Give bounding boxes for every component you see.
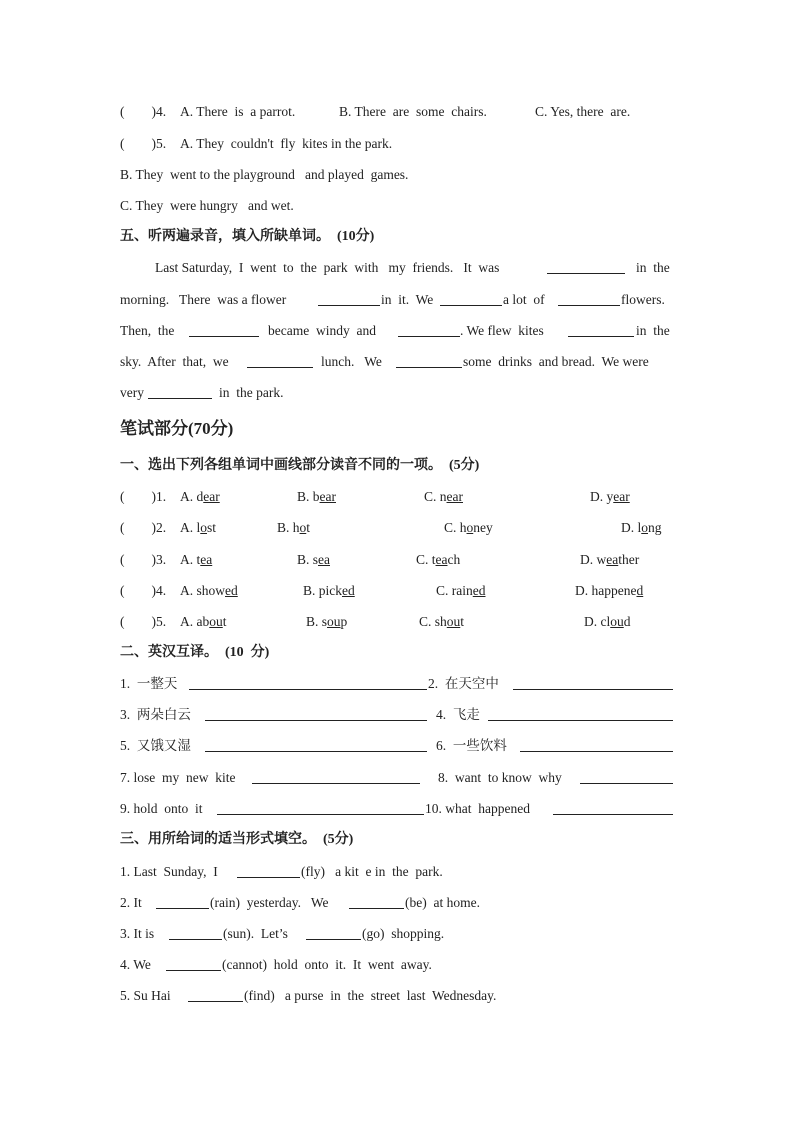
option-text: st — [207, 520, 217, 535]
answer-blank[interactable] — [396, 354, 462, 368]
question-number: ( )5. — [120, 136, 167, 151]
translation-item: 2. 在天空中 — [428, 676, 499, 691]
translation-item: 8. want to know why — [438, 770, 562, 785]
underlined-letters: d — [636, 583, 644, 598]
option-text: ch — [447, 552, 461, 567]
option-b: B. They went to the playground and played games. — [120, 167, 409, 182]
translation-item: 4. 飞走 — [436, 707, 480, 722]
option-text: C. rain — [436, 583, 473, 598]
translation-item: 5. 又饿又湿 — [120, 738, 191, 753]
option-c: C. They were hungry and wet. — [120, 198, 294, 213]
option-text: D. happene — [575, 583, 637, 598]
answer-blank[interactable] — [148, 385, 212, 399]
passage-text: in the park. — [219, 385, 284, 400]
fill-text: (find) a purse in the street last Wednesday. — [244, 988, 497, 1003]
passage-text: lunch. We — [321, 354, 382, 369]
translation-item: 9. hold onto it — [120, 801, 203, 816]
option-text: B. pick — [303, 583, 342, 598]
option-d — [584, 613, 631, 631]
fill-text: (cannot) hold onto it. It went away. — [222, 957, 432, 972]
answer-blank[interactable] — [349, 895, 404, 909]
option-b — [297, 551, 330, 569]
answer-blank[interactable] — [488, 707, 673, 721]
section-title: 一、选出下列各组单词中画线部分读音不同的一项。 (5分) — [120, 458, 480, 473]
option-d — [580, 551, 639, 569]
option-d — [590, 488, 630, 506]
option-d — [575, 582, 643, 600]
underlined-letters: ear — [319, 489, 336, 504]
fill-text: 4. We — [120, 957, 151, 972]
answer-blank[interactable] — [318, 292, 380, 306]
passage-text: very — [120, 385, 144, 400]
option-c — [444, 519, 493, 537]
underlined-letters: ou — [327, 614, 341, 629]
option-c: C. Yes, there are. — [535, 104, 631, 119]
option-text: A. show — [180, 583, 226, 598]
option-text: C. h — [444, 520, 467, 535]
answer-blank[interactable] — [217, 801, 424, 815]
option-d — [621, 519, 662, 537]
passage-text: . We flew kites — [460, 323, 544, 338]
option-text: B. s — [297, 552, 319, 567]
underlined-letters: ea — [318, 552, 330, 567]
translation-item: 10. what happened — [425, 801, 530, 816]
answer-blank[interactable] — [553, 801, 673, 815]
answer-blank[interactable] — [580, 770, 673, 784]
passage-text: Then, the — [120, 323, 175, 338]
option-text: C. sh — [419, 614, 447, 629]
fill-text: (be) at home. — [405, 895, 480, 910]
answer-blank[interactable] — [520, 738, 673, 752]
answer-blank[interactable] — [568, 323, 634, 337]
option-a — [180, 488, 220, 506]
answer-blank[interactable] — [252, 770, 420, 784]
underlined-letters: ea — [435, 552, 448, 567]
option-a — [180, 582, 238, 600]
option-text: C. t — [416, 552, 436, 567]
underlined-letters: ou — [610, 614, 624, 629]
answer-blank[interactable] — [189, 323, 259, 337]
answer-blank[interactable] — [237, 864, 300, 878]
fill-text: (sun). Let’s — [223, 926, 288, 941]
option-text: B. b — [297, 489, 320, 504]
underlined-letters: ed — [225, 583, 238, 598]
fill-text: (rain) yesterday. We — [210, 895, 329, 910]
fill-text: (fly) a kit e in the park. — [301, 864, 443, 879]
option-b: B. There are some chairs. — [339, 104, 487, 119]
passage-text: flowers. — [621, 292, 665, 307]
option-c — [416, 551, 460, 569]
option-a: A. There is a parrot. — [180, 104, 296, 119]
passage-text: sky. After that, we — [120, 354, 229, 369]
passage-text: became windy and — [268, 323, 376, 338]
option-b — [303, 582, 355, 600]
translation-item: 6. 一些饮料 — [436, 738, 507, 753]
section-title: 五、听两遍录音，填入所缺单词。 (10分) — [120, 229, 375, 244]
underlined-letters: ou — [209, 614, 223, 629]
passage-text: in the — [636, 323, 670, 338]
section-title: 二、英汉互译。 (10 分) — [120, 645, 270, 660]
option-text: D. cl — [584, 614, 611, 629]
underlined-letters: o — [200, 520, 207, 535]
option-a — [180, 613, 227, 631]
option-b — [297, 488, 336, 506]
underlined-letters: ear — [613, 489, 630, 504]
underlined-letters: o — [641, 520, 648, 535]
translation-item: 7. lose my new kite — [120, 770, 236, 785]
option-a: A. They couldn't fly kites in the park. — [180, 136, 393, 151]
answer-blank[interactable] — [205, 738, 427, 752]
underlined-letters: o — [299, 520, 307, 535]
passage-text: a lot of — [503, 292, 545, 307]
question-number: ( )5. — [120, 614, 167, 629]
underlined-letters: ed — [342, 583, 355, 598]
question-number: ( )2. — [120, 520, 167, 535]
answer-blank[interactable] — [306, 926, 361, 940]
option-text: ng — [648, 520, 662, 535]
option-text: A. d — [180, 489, 204, 504]
option-text: A. ab — [180, 614, 210, 629]
part-title: 笔试部分(70分) — [120, 419, 234, 438]
question-number: ( )3. — [120, 552, 167, 567]
fill-text: 3. It is — [120, 926, 155, 941]
option-a — [180, 519, 216, 537]
underlined-letters: ed — [472, 583, 486, 598]
option-c — [436, 582, 486, 600]
underlined-letters: ea — [200, 552, 213, 567]
answer-blank[interactable] — [166, 957, 221, 971]
passage-text: in it. We — [381, 292, 434, 307]
underlined-letters: o — [466, 520, 474, 535]
option-text: C. n — [424, 489, 447, 504]
option-b — [306, 613, 347, 631]
answer-blank[interactable] — [398, 323, 460, 337]
option-text: ney — [473, 520, 493, 535]
passage-text: in the — [636, 260, 670, 275]
answer-blank[interactable] — [189, 676, 427, 690]
answer-blank[interactable] — [247, 354, 313, 368]
option-text: t — [222, 614, 227, 629]
answer-blank[interactable] — [440, 292, 502, 306]
option-text: D. w — [580, 552, 607, 567]
answer-blank[interactable] — [558, 292, 620, 306]
passage-text: morning. There was a flower — [120, 292, 287, 307]
option-text: t — [460, 614, 465, 629]
question-number: ( )4. — [120, 104, 167, 119]
answer-blank[interactable] — [205, 707, 427, 721]
option-text: A. t — [180, 552, 201, 567]
option-text: B. h — [277, 520, 300, 535]
option-text: p — [340, 614, 348, 629]
fill-text: 1. Last Sunday, I — [120, 864, 218, 879]
answer-blank[interactable] — [547, 260, 625, 274]
option-text: t — [306, 520, 311, 535]
fill-text: 5. Su Hai — [120, 988, 171, 1003]
answer-blank[interactable] — [513, 676, 673, 690]
option-c — [419, 613, 464, 631]
translation-item: 1. 一整天 — [120, 676, 178, 691]
question-number: ( )1. — [120, 489, 167, 504]
underlined-letters: ear — [203, 489, 220, 504]
underlined-letters: ou — [446, 614, 461, 629]
fill-text: (go) shopping. — [362, 926, 445, 941]
option-text: D. y — [590, 489, 614, 504]
question-number: ( )4. — [120, 583, 167, 598]
answer-blank[interactable] — [156, 895, 209, 909]
underlined-letters: ear — [446, 489, 463, 504]
passage-text: Last Saturday, I went to the park with my friends. It was — [155, 260, 500, 275]
option-text: B. s — [306, 614, 328, 629]
answer-blank[interactable] — [169, 926, 222, 940]
underlined-letters: ea — [606, 552, 619, 567]
fill-text: 2. It — [120, 895, 142, 910]
passage-text: some drinks and bread. We were — [463, 354, 649, 369]
option-b — [277, 519, 310, 537]
option-text: A. l — [180, 520, 201, 535]
translation-item: 3. 两朵白云 — [120, 707, 191, 722]
option-text: D. l — [621, 520, 642, 535]
option-a — [180, 551, 212, 569]
option-text: ther — [618, 552, 640, 567]
option-c — [424, 488, 463, 506]
section-title: 三、用所给词的适当形式填空。 (5分) — [120, 832, 354, 847]
answer-blank[interactable] — [188, 988, 243, 1002]
option-text: d — [623, 614, 631, 629]
